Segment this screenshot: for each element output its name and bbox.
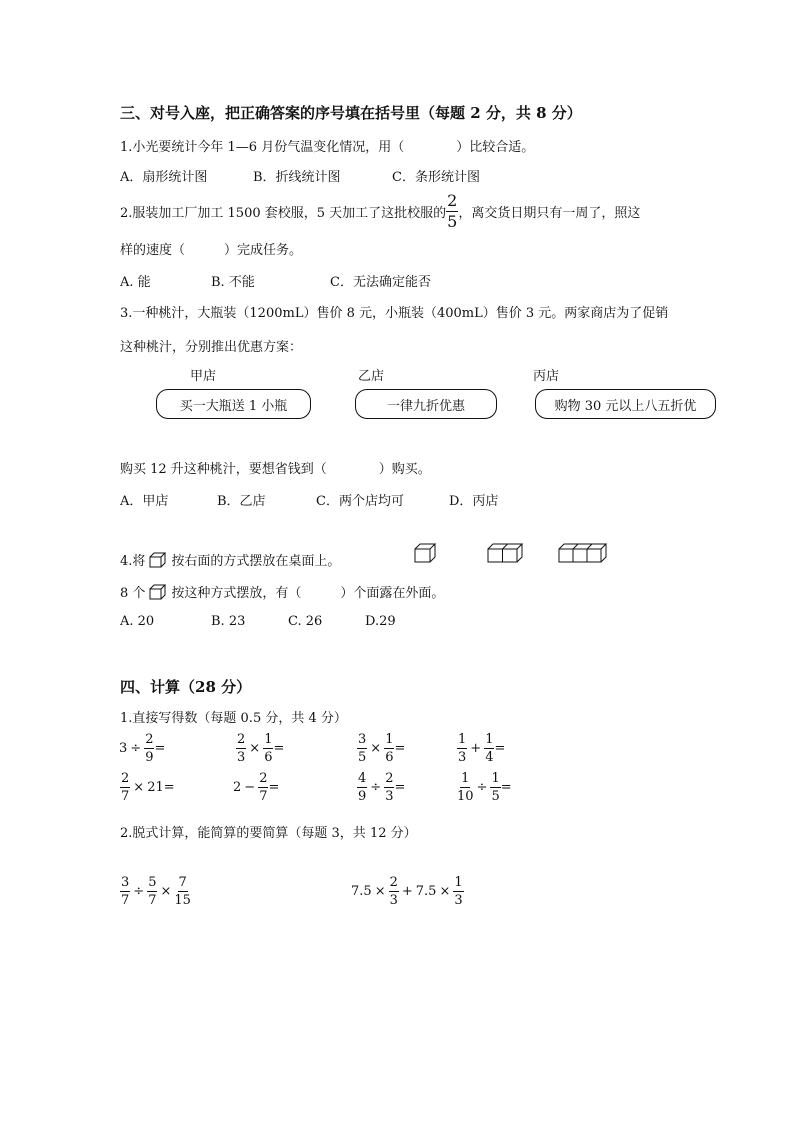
- numerator: 1: [454, 875, 463, 890]
- calc-r1-d: [457, 733, 505, 764]
- numerator: 1: [458, 732, 467, 747]
- multiply-sign: ×: [133, 780, 145, 795]
- fraction: [490, 772, 500, 803]
- equals-sign: =: [494, 741, 506, 756]
- divide-sign: ÷: [133, 884, 145, 899]
- q1-text: 1.小光要统计今年 1—6 月份气温变化情况，用（ ）比较合适。: [120, 140, 535, 155]
- fraction: [147, 876, 157, 907]
- q4-text-post: 按右面的方式摆放在桌面上。: [171, 554, 341, 569]
- denominator: 5: [358, 750, 367, 765]
- fraction: [120, 772, 130, 803]
- denominator: 3: [385, 789, 394, 804]
- fraction: [174, 876, 191, 907]
- q2-text-a: 2.服装加工厂加工 1500 套校服，5 天加工了这批校服的: [120, 205, 447, 221]
- equals-sign: =: [394, 780, 406, 795]
- calc-r2-b: [233, 772, 279, 803]
- equals-sign: =: [273, 741, 285, 756]
- numerator: 1: [264, 732, 273, 747]
- fraction: [453, 876, 463, 907]
- denominator: 9: [145, 750, 154, 765]
- equals-sign: =: [154, 741, 166, 756]
- multiply-sign: ×: [249, 741, 261, 756]
- fraction: [357, 772, 367, 803]
- q2-numerator: 2: [447, 190, 458, 210]
- q4-b-text-pre: 8 个: [120, 586, 146, 601]
- numerator: 2: [237, 732, 246, 747]
- fraction: [258, 772, 268, 803]
- equals-sign: =: [268, 780, 280, 795]
- q1-option-c: C．条形统计图: [392, 170, 480, 185]
- q2-text-c: 样的速度（ ）完成任务。: [120, 243, 303, 258]
- fraction: [384, 772, 394, 803]
- q3-text-a: 3.一种桃汁，大瓶装（1200mL）售价 8 元，小瓶装（400mL）售价 3 元。两家商店为了促销: [120, 306, 669, 321]
- store-c-offer: 购物 30 元以上八五折优: [535, 389, 716, 419]
- q4-b-text-post: 按这种方式摆放，有（ ）个面露在外面。: [171, 586, 445, 601]
- integer: 2: [233, 780, 242, 795]
- numerator: 1: [385, 732, 394, 747]
- q2-line: [120, 192, 640, 230]
- fraction: [389, 876, 399, 907]
- denominator: 3: [458, 750, 467, 765]
- q4-option-b: B. 23: [211, 614, 246, 629]
- q3-text-b: 这种桃汁，分别推出优惠方案：: [120, 340, 303, 355]
- integer: 3: [119, 741, 128, 756]
- denominator: 3: [454, 893, 463, 908]
- denominator: 5: [491, 789, 500, 804]
- denominator: 7: [121, 789, 130, 804]
- numerator: 1: [491, 771, 500, 786]
- q1-option-a: A．扇形统计图: [120, 170, 208, 185]
- denominator: 7: [259, 789, 268, 804]
- equals-sign: =: [500, 780, 512, 795]
- q4-line-1: [120, 550, 340, 569]
- plus-sign: +: [401, 884, 413, 899]
- divide-sign: ÷: [370, 780, 382, 795]
- expression-2: [351, 876, 464, 907]
- expression-1: [120, 876, 191, 907]
- numerator: 1: [461, 771, 470, 786]
- q2-option-c: C．无法确定能否: [330, 275, 431, 290]
- divide-sign: ÷: [130, 741, 142, 756]
- denominator: 7: [148, 893, 157, 908]
- calc-r2-c: [357, 772, 405, 803]
- fraction: [484, 733, 494, 764]
- part-1-title: 1.直接写得数（每题 0.5 分，共 4 分）: [120, 711, 347, 726]
- q4-line-2: [120, 582, 444, 601]
- q2-option-a: A. 能: [120, 275, 151, 290]
- calc-r2-a: [120, 772, 175, 803]
- three-cube-arrangement-icon: [558, 543, 608, 563]
- integer: 21: [147, 780, 164, 795]
- store-c-name: 丙店: [533, 369, 560, 384]
- fraction: [263, 733, 273, 764]
- fraction: [144, 733, 154, 764]
- numerator: 7: [178, 875, 187, 890]
- denominator: 3: [389, 893, 398, 908]
- q3-text-c: 购买 12 升这种桃汁，要想省钱到（ ）购买。: [120, 462, 431, 477]
- calc-r1-b: [236, 733, 284, 764]
- numerator: 2: [259, 771, 268, 786]
- plus-sign: +: [470, 741, 482, 756]
- q4-text-pre: 4.将: [120, 554, 146, 569]
- denominator: 7: [121, 893, 130, 908]
- equals-sign: =: [163, 780, 175, 795]
- fraction: [357, 733, 367, 764]
- numerator: 2: [385, 771, 394, 786]
- store-b-name: 乙店: [358, 369, 385, 384]
- cube-icon: [149, 552, 167, 568]
- cube-icon: [149, 584, 167, 600]
- multiply-sign: ×: [160, 884, 172, 899]
- store-a-name: 甲店: [190, 369, 217, 384]
- fraction: [120, 876, 130, 907]
- calc-r1-c: [357, 733, 405, 764]
- q2-option-b: B. 不能: [211, 275, 255, 290]
- q4-option-c: C. 26: [288, 614, 323, 629]
- minus-sign: −: [244, 780, 256, 795]
- denominator: 10: [457, 789, 474, 804]
- fraction: [236, 733, 246, 764]
- one-cube-arrangement-icon: [414, 543, 438, 563]
- numerator: 5: [148, 875, 157, 890]
- decimal: 7.5: [351, 884, 372, 899]
- store-a-offer: 买一大瓶送 1 小瓶: [156, 389, 311, 419]
- denominator: 3: [237, 750, 246, 765]
- divide-sign: ÷: [476, 780, 488, 795]
- fraction: [457, 733, 467, 764]
- numerator: 2: [389, 875, 398, 890]
- section-4-title: 四、计算（28 分）: [120, 678, 252, 696]
- q4-option-a: A. 20: [120, 614, 155, 629]
- fraction: [457, 772, 474, 803]
- denominator: 9: [358, 789, 367, 804]
- equals-sign: =: [394, 741, 406, 756]
- multiply-sign: ×: [439, 884, 451, 899]
- multiply-sign: ×: [374, 884, 386, 899]
- two-cube-arrangement-icon: [487, 543, 523, 563]
- q3-option-a: A．甲店: [120, 494, 169, 509]
- numerator: 2: [121, 771, 130, 786]
- calc-r1-a: [119, 733, 165, 764]
- fraction: [384, 733, 394, 764]
- decimal: 7.5: [415, 884, 437, 899]
- q3-option-b: B．乙店: [217, 494, 266, 509]
- numerator: 1: [485, 732, 494, 747]
- denominator: 6: [385, 750, 394, 765]
- store-b-offer: 一律九折优惠: [355, 389, 497, 419]
- numerator: 2: [145, 732, 154, 747]
- q3-option-c: C．两个店均可: [316, 494, 404, 509]
- section-3-title: 三、对号入座，把正确答案的序号填在括号里（每题 2 分，共 8 分）: [120, 104, 582, 122]
- denominator: 4: [485, 750, 494, 765]
- q1-option-b: B．折线统计图: [253, 170, 341, 185]
- q2-text-b: ，离交货日期只有一周了，照这: [458, 205, 641, 221]
- q2-fraction: [446, 190, 458, 231]
- multiply-sign: ×: [370, 741, 382, 756]
- q4-option-d: D.29: [365, 614, 396, 629]
- part-2-title: 2.脱式计算，能简算的要简算（每题 3，共 12 分）: [120, 826, 417, 841]
- denominator: 6: [264, 750, 273, 765]
- numerator: 3: [358, 732, 367, 747]
- calc-r2-d: [457, 772, 512, 803]
- numerator: 4: [358, 771, 367, 786]
- numerator: 3: [121, 875, 130, 890]
- q3-option-d: D．丙店: [449, 494, 499, 509]
- q2-denominator: 5: [447, 211, 458, 231]
- denominator: 15: [174, 893, 191, 908]
